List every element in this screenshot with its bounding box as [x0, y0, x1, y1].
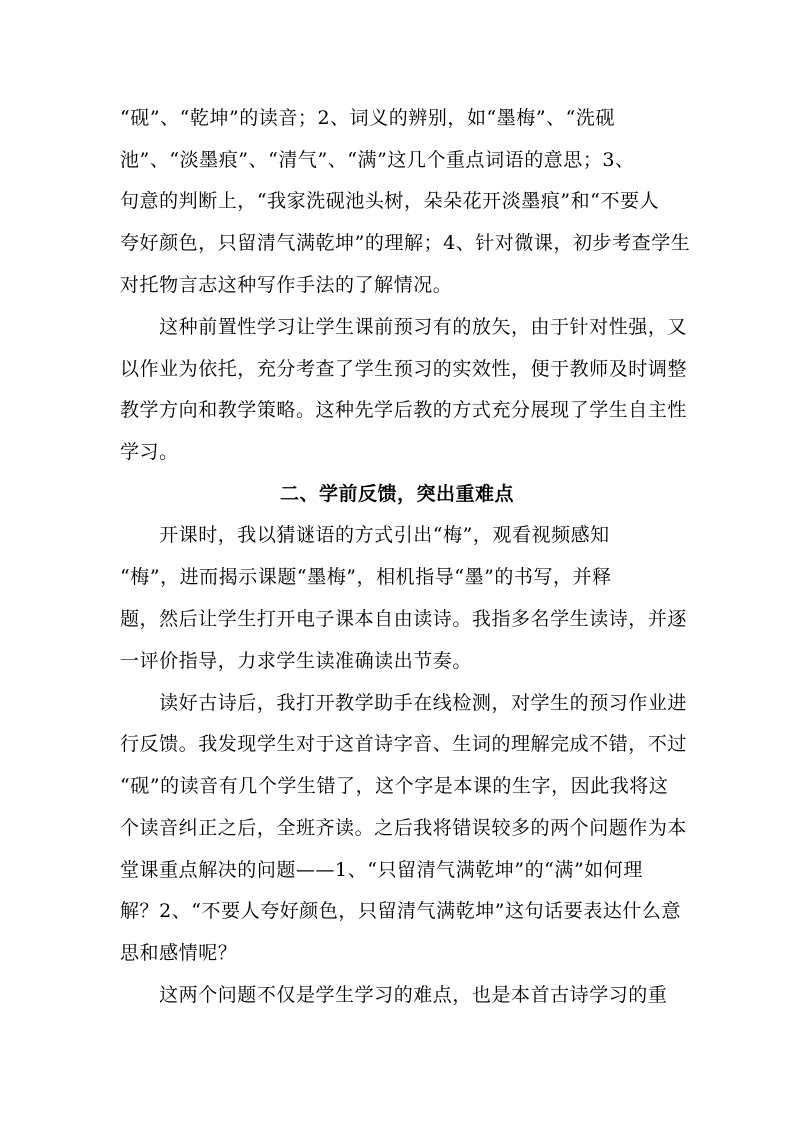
paragraph-line: 解？2、“不要人夸好颜色，只留清气满乾坤”这句话要表达什么意 — [120, 900, 682, 922]
paragraph-line: “砚”、“乾坤”的读音；2、词义的辨别，如“墨梅”、“洗砚 — [120, 107, 616, 129]
paragraph-line: 池”、“淡墨痕”、“清气”、“满”这几个重点词语的意思；3、 — [120, 149, 635, 171]
paragraph-line: 学习。 — [120, 441, 179, 463]
paragraph-line: 题，然后让学生打开电子课本自由读诗。我指多名学生读诗，并逐 — [120, 608, 687, 630]
paragraph-line: 开课时，我以猜谜语的方式引出“梅”，观看视频感知 — [120, 524, 610, 546]
paragraph-line: “砚”的读音有几个学生错了，这个字是本课的生字，因此我将这 — [120, 775, 669, 797]
paragraph-line: 这种前置性学习让学生课前预习有的放矢，由于针对性强，又 — [120, 316, 687, 338]
paragraph-line: 句意的判断上，“我家洗砚池头树，朵朵花开淡墨痕”和“不要人 — [120, 190, 660, 212]
paragraph-line: 行反馈。我发现学生对于这首诗字音、生词的理解完成不错，不过 — [120, 733, 687, 755]
paragraph-line: 一评价指导，力求学生读准确读出节奏。 — [120, 650, 472, 672]
paragraph-line: 思和感情呢？ — [120, 942, 238, 964]
paragraph-line: 以作业为依托，充分考查了学生预习的实效性，便于教师及时调整 — [120, 358, 687, 380]
paragraph-line: 夸好颜色，只留清气满乾坤”的理解；4、针对微课，初步考查学生 — [120, 232, 691, 254]
paragraph-line: 教学方向和教学策略。这种先学后教的方式充分展现了学生自主性 — [120, 399, 687, 421]
paragraph-line: 这两个问题不仅是学生学习的难点，也是本首古诗学习的重 — [120, 984, 668, 1006]
paragraph-line: “梅”，进而揭示课题“墨梅”，相机指导“墨”的书写，并释 — [120, 566, 612, 588]
paragraph-line: 读好古诗后，我打开教学助手在线检测，对学生的预习作业进 — [120, 692, 687, 714]
paragraph-line: 个读音纠正之后，全班齐读。之后我将错误较多的两个问题作为本 — [120, 817, 687, 839]
paragraph-line: 对托物言志这种写作手法的了解情况。 — [120, 274, 453, 296]
section-heading: 二、学前反馈，突出重难点 — [279, 483, 514, 505]
paragraph-line: 堂课重点解决的问题——1、“只留清气满乾坤”的“满”如何理 — [120, 859, 643, 881]
